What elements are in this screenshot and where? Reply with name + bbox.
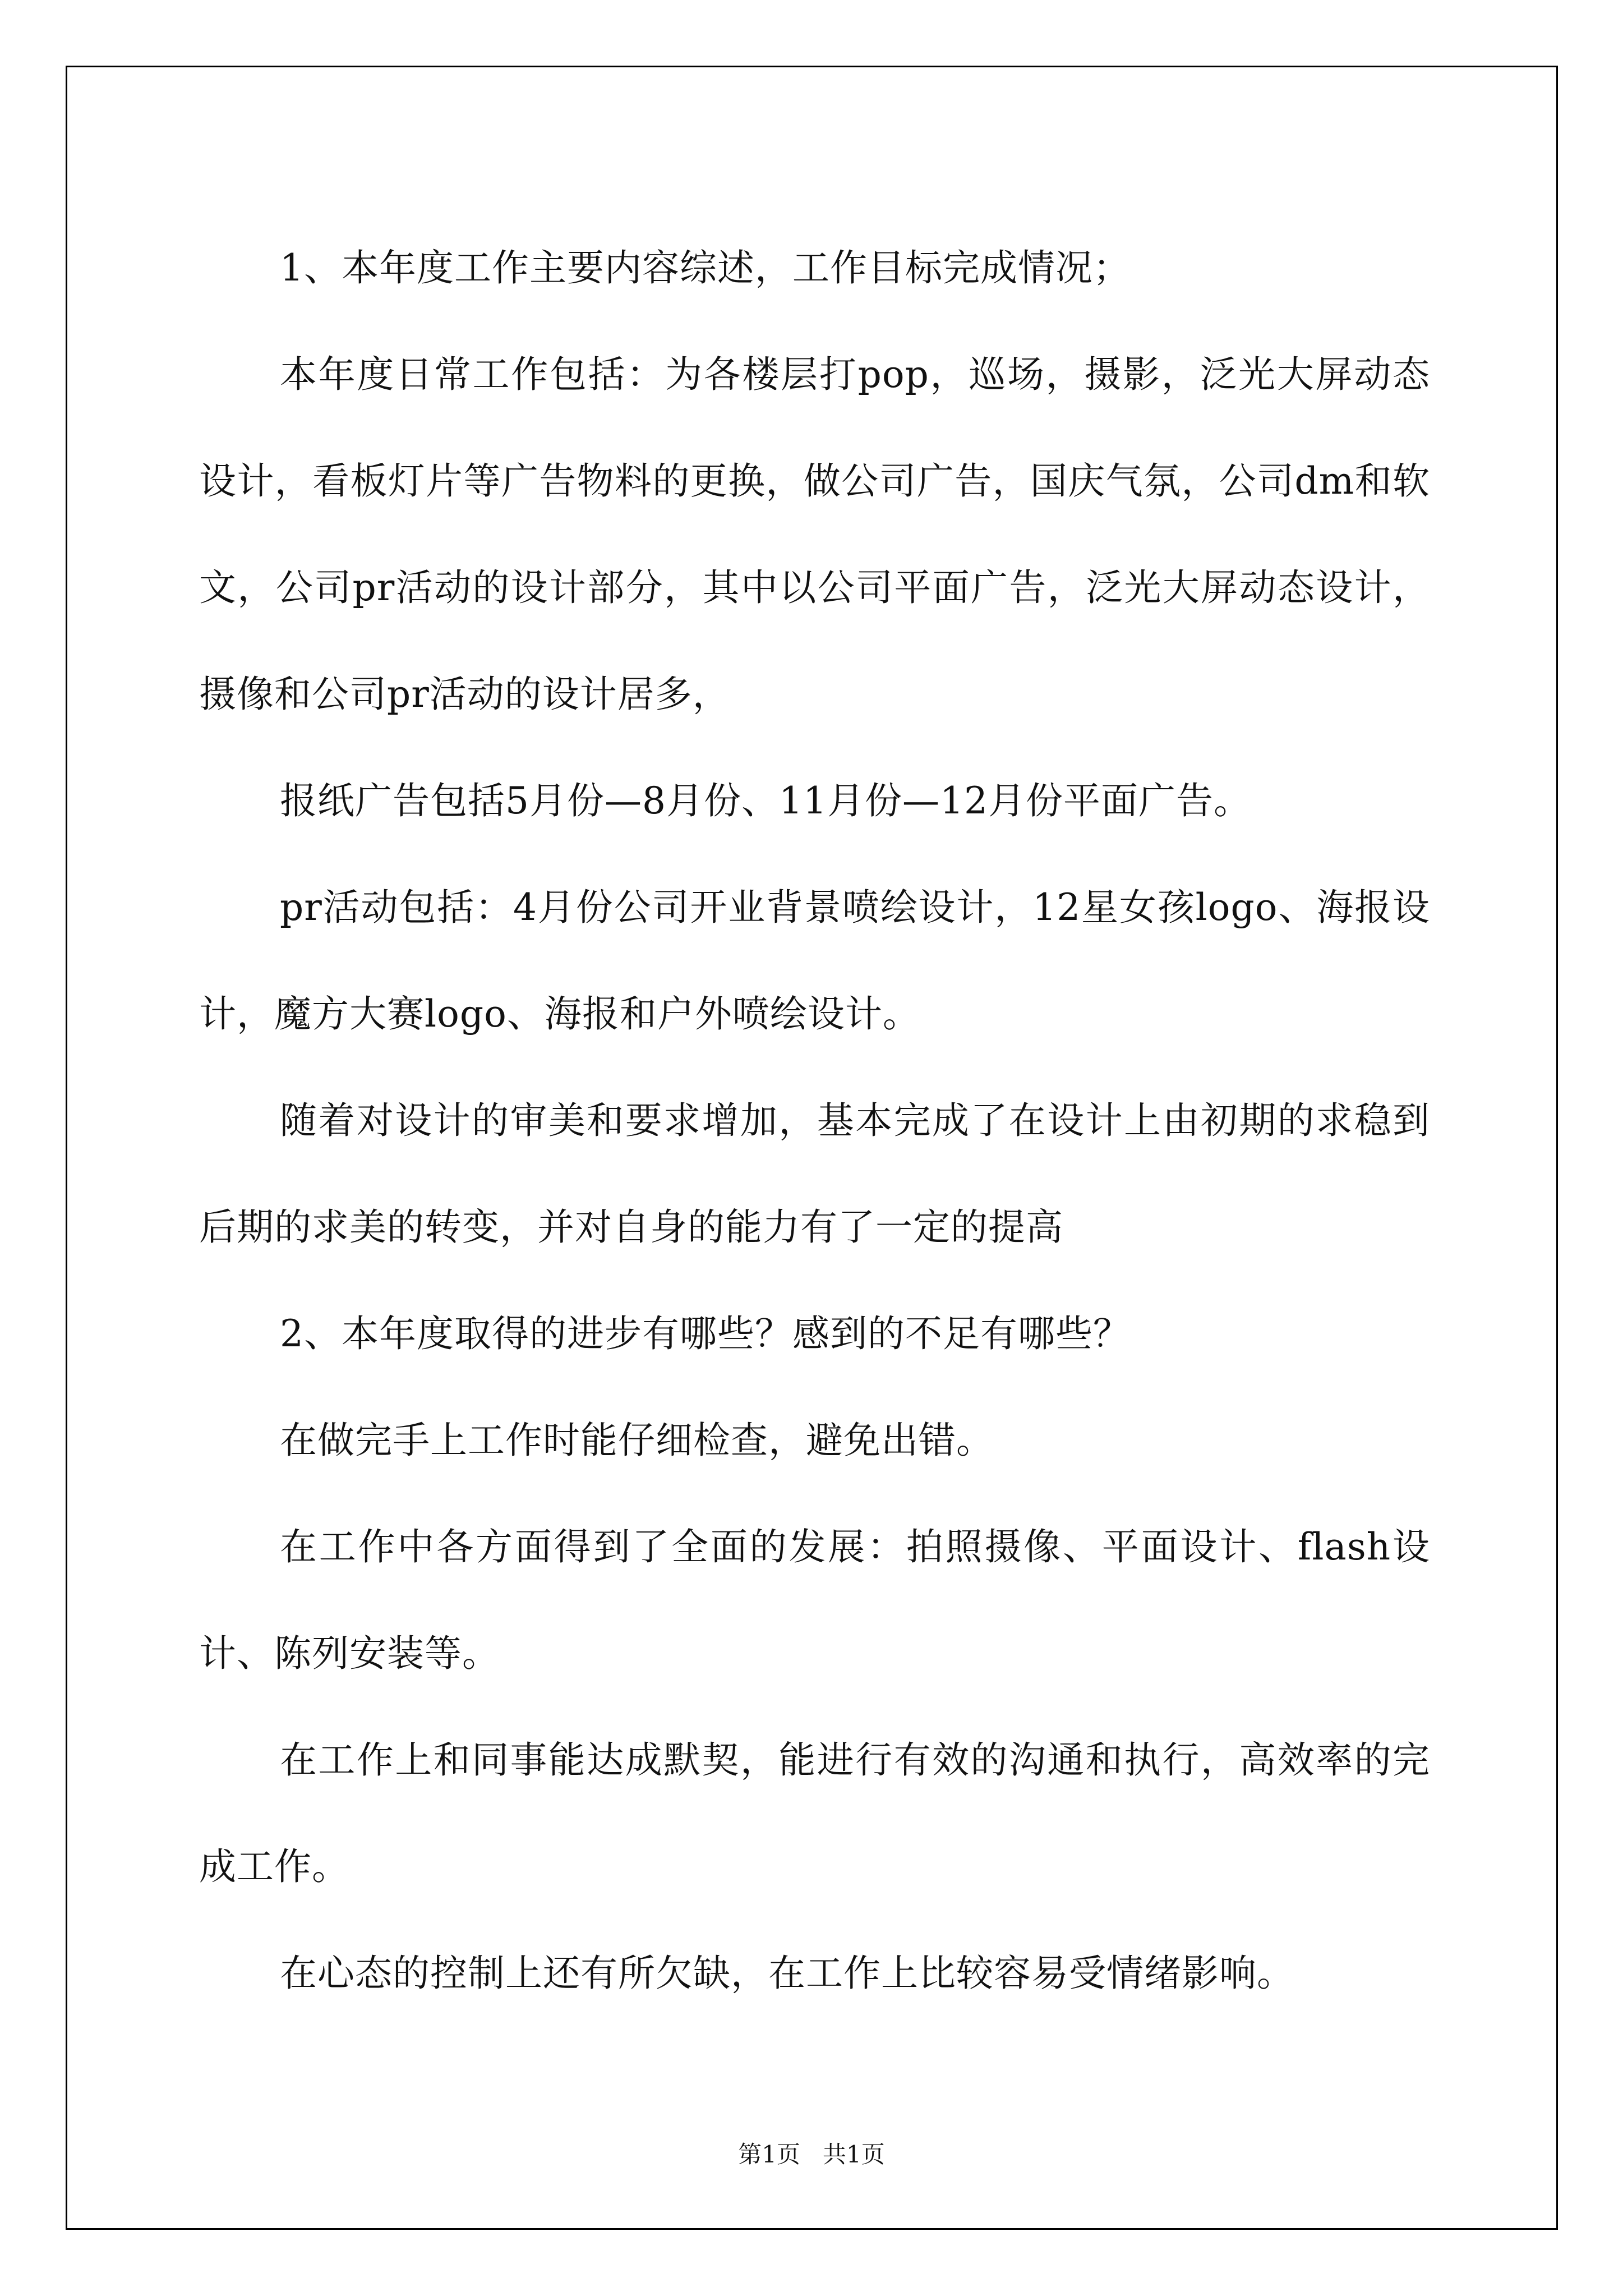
paragraph: 本年度日常工作包括：为各楼层打pop，巡场，摄影，泛光大屏动态设计，看板灯片等广告物料的更换，做公司广告，国庆气氛，公司dm和软文，公司pr活动的设计部分，其中以公司平面广告，泛光大屏动态设计，摄像和公司pr活动的设计居多， <box>199 353 1430 716</box>
paragraph: 在工作上和同事能达成默契，能进行有效的沟通和执行，高效率的完成工作。 <box>199 1738 1430 1888</box>
paragraph: 1、本年度工作主要内容综述，工作目标完成情况； <box>280 246 1131 289</box>
page-total: 共1页 <box>823 2141 885 2168</box>
paragraph: pr活动包括：4月份公司开业背景喷绘设计，12星女孩logo、海报设计，魔方大赛logo、海报和户外喷绘设计。 <box>199 886 1430 1036</box>
page-number: 第1页 <box>738 2141 800 2168</box>
paragraph: 在心态的控制上还有所欠缺，在工作上比较容易受情绪影响。 <box>280 1952 1294 1995</box>
page-footer <box>0 2136 1623 2170</box>
document-body <box>199 215 1430 2027</box>
paragraph: 在工作中各方面得到了全面的发展：拍照摄像、平面设计、flash设计、陈列安装等。 <box>199 1525 1430 1675</box>
paragraph: 随着对设计的审美和要求增加，基本完成了在设计上由初期的求稳到后期的求美的转变，并对自身的能力有了一定的提高 <box>199 1099 1430 1249</box>
paragraph: 报纸广告包括5月份—8月份、11月份—12月份平面广告。 <box>280 779 1251 822</box>
paragraph: 2、本年度取得的进步有哪些？感到的不足有哪些？ <box>280 1312 1131 1355</box>
paragraph: 在做完手上工作时能仔细检查，避免出错。 <box>280 1419 994 1462</box>
